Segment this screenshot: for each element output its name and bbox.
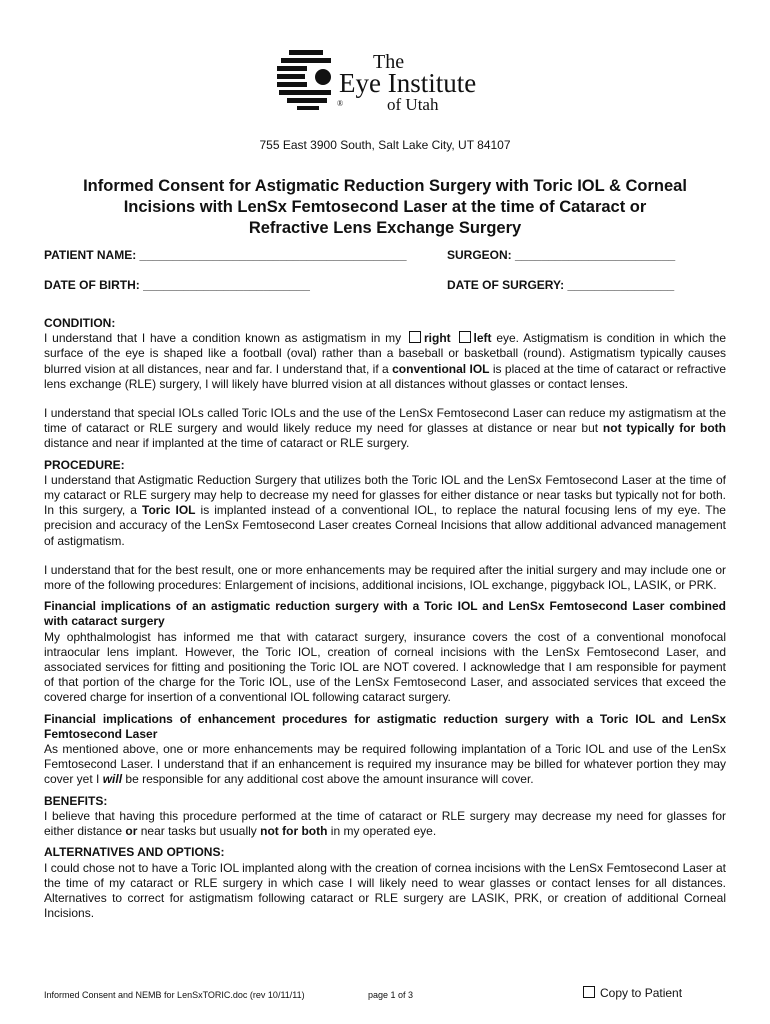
benefits-or: or: [125, 824, 138, 839]
condition-p2-a: I understand that special IOLs called Toric IOLs and the use of the LenSx Femtosecond Laser can reduce my astigmatism at the time of cataract or RLE surgery and would likely reduce my need for glasses at distance or near but: [44, 406, 726, 436]
eye-institute-logo: [275, 44, 505, 114]
title-line-2: Incisions with LenSx Femtosecond Laser at the time of Cataract or: [123, 198, 647, 216]
logo-the: The: [373, 51, 405, 73]
condition-paragraph-1: [44, 331, 726, 392]
financial-2-text-b: be responsible for any additional cost above the amount insurance will cover.: [125, 772, 534, 787]
right-eye-label: right: [424, 331, 451, 346]
right-eye-checkbox[interactable]: [409, 331, 421, 343]
title-line-3: Refractive Lens Exchange Surgery: [248, 219, 522, 237]
copy-to-patient[interactable]: [583, 986, 682, 1000]
logo-eye-institute: Eye Institute: [339, 68, 477, 98]
conventional-iol-text: conventional IOL: [392, 361, 490, 376]
procedure-heading: PROCEDURE:: [44, 457, 125, 472]
date-of-surgery-field[interactable]: DATE OF SURGERY: ________________: [447, 278, 675, 292]
logo-of-utah: of Utah: [387, 95, 439, 114]
date-of-birth-field[interactable]: DATE OF BIRTH: _________________________: [44, 278, 310, 292]
benefits-text: [44, 809, 726, 839]
benefits-text-b: near tasks but usually: [140, 824, 257, 839]
title-line-1: Informed Consent for Astigmatic Reduction Surgery with Toric IOL & Corneal: [83, 177, 687, 195]
left-eye-checkbox[interactable]: [459, 331, 471, 343]
alternatives-text: I could chose not to have a Toric IOL implanted along with the creation of cornea incisions with the LenSx Femtosecond Laser at the time of my cataract or RLE surgery in which case I will likely need to wear glasses or contact lenses for all distances. Alternatives to correct for astigmatism following cataract or RLE surgery are LASIK, PRK, or creation of additional Corneal Incisions.: [44, 860, 726, 921]
condition-p1-b: eye. Astigmatism is condition in which the surface of the eye is shaped like a football (oval) rather than a baseball or basketball (round). Astigmatism typically causes blurred vision at all distances, near and far. I understand that, if a: [44, 331, 726, 376]
clinic-address: 755 East 3900 South, Salt Lake City, UT 84107: [259, 138, 511, 152]
eye-emblem-icon: [275, 44, 505, 114]
condition-p1-a: I understand that I have a condition known as astigmatism in my: [44, 331, 402, 346]
footer-page-number: page 1 of 3: [368, 990, 414, 1000]
toric-iol-text: Toric IOL: [142, 503, 196, 518]
copy-to-patient-checkbox[interactable]: [583, 986, 595, 998]
benefits-not-for-both: not for both: [260, 824, 328, 839]
procedure-paragraph-1: [44, 473, 726, 549]
copy-to-patient-label: Copy to Patient: [600, 986, 683, 1000]
procedure-paragraph-2: I understand that for the best result, one or more enhancements may be required after the initial surgery and may include one or more of the following procedures: Enlargement of incisions, additional incisions, IOL exchange, piggyback IOL, LASIK, or PRK.: [44, 562, 726, 593]
benefits-text-a: I believe that having this procedure performed at the time of cataract or RLE surgery may decrease my need for glasses for either distance: [44, 808, 726, 839]
benefits-heading: BENEFITS:: [44, 793, 108, 808]
not-typically-both-text: not typically for both: [602, 421, 726, 436]
alternatives-heading: ALTERNATIVES AND OPTIONS:: [44, 845, 225, 860]
condition-heading: CONDITION:: [44, 316, 116, 330]
consent-body: [44, 316, 726, 927]
will-text: will: [102, 772, 123, 787]
logo-registered-mark: ®: [337, 99, 344, 108]
procedure-p1-a: I understand that Astigmatic Reduction Surgery that utilizes both the Toric IOL and the LenSx Femtosecond Laser at the time of my cataract or RLE surgery may help to decrease my need for glasses for either distance or near tasks but typically not for both. In this surgery, a: [44, 472, 726, 518]
footer-document-name: Informed Consent and NEMB for LenSxTORIC.doc (rev 10/11/11): [44, 990, 305, 1000]
condition-p2-b: distance and near if implanted at the time of cataract or RLE surgery.: [44, 436, 410, 451]
condition-p1-c: is placed at the time of cataract or refractive lens exchange (RLE) surgery, I will likely have blurred vision at all distances without glasses or contact lenses.: [44, 361, 727, 391]
left-eye-label: left: [473, 331, 492, 346]
surgeon-field[interactable]: SURGEON: ________________________: [447, 248, 676, 262]
procedure-p1-b: is implanted instead of a conventional IOL, to replace the natural focusing lens of my eye. The precision and accuracy of the LenSx Femtosecond Laser creates Corneal Incisions that allow additional advanced management of astigmatism.: [44, 503, 726, 548]
financial-2-heading: Financial implications of enhancement procedures for astigmatic reduction surgery with a Toric IOL and LenSx Femtosecond Laser: [44, 711, 726, 741]
financial-1-heading: Financial implications of an astigmatic reduction surgery with a Toric IOL and LenSx Femtosecond Laser combined with cataract surgery: [44, 599, 726, 629]
document-title: [40, 176, 730, 239]
financial-2-text: [44, 742, 726, 788]
benefits-text-c: in my operated eye.: [330, 824, 437, 839]
financial-2-text-a: As mentioned above, one or more enhancements may be required following implantation of a Toric IOL and use of the LenSx Femtosecond Laser. I understand that if an enhancement is required my insurance may be billed for whatever portion they may cover yet I: [44, 742, 726, 787]
condition-paragraph-2: [44, 406, 726, 452]
patient-name-field[interactable]: PATIENT NAME: ________________________________________: [44, 248, 407, 262]
financial-1-text: My ophthalmologist has informed me that with cataract surgery, insurance covers the cost of a conventional monofocal intraocular lens implant. However, the Toric IOL, creation of corneal incisions with the LenSx Femtosecond Laser, and associated services for fitting and positioning the Toric IOL are NOT covered. I acknowledge that I am responsible for payment of that portion of the charge for the Toric IOL, use of the LenSx Femtosecond Laser, and associated services that exceed the covered charge for insertion of a conventional IOL following cataract surgery.: [44, 629, 726, 705]
